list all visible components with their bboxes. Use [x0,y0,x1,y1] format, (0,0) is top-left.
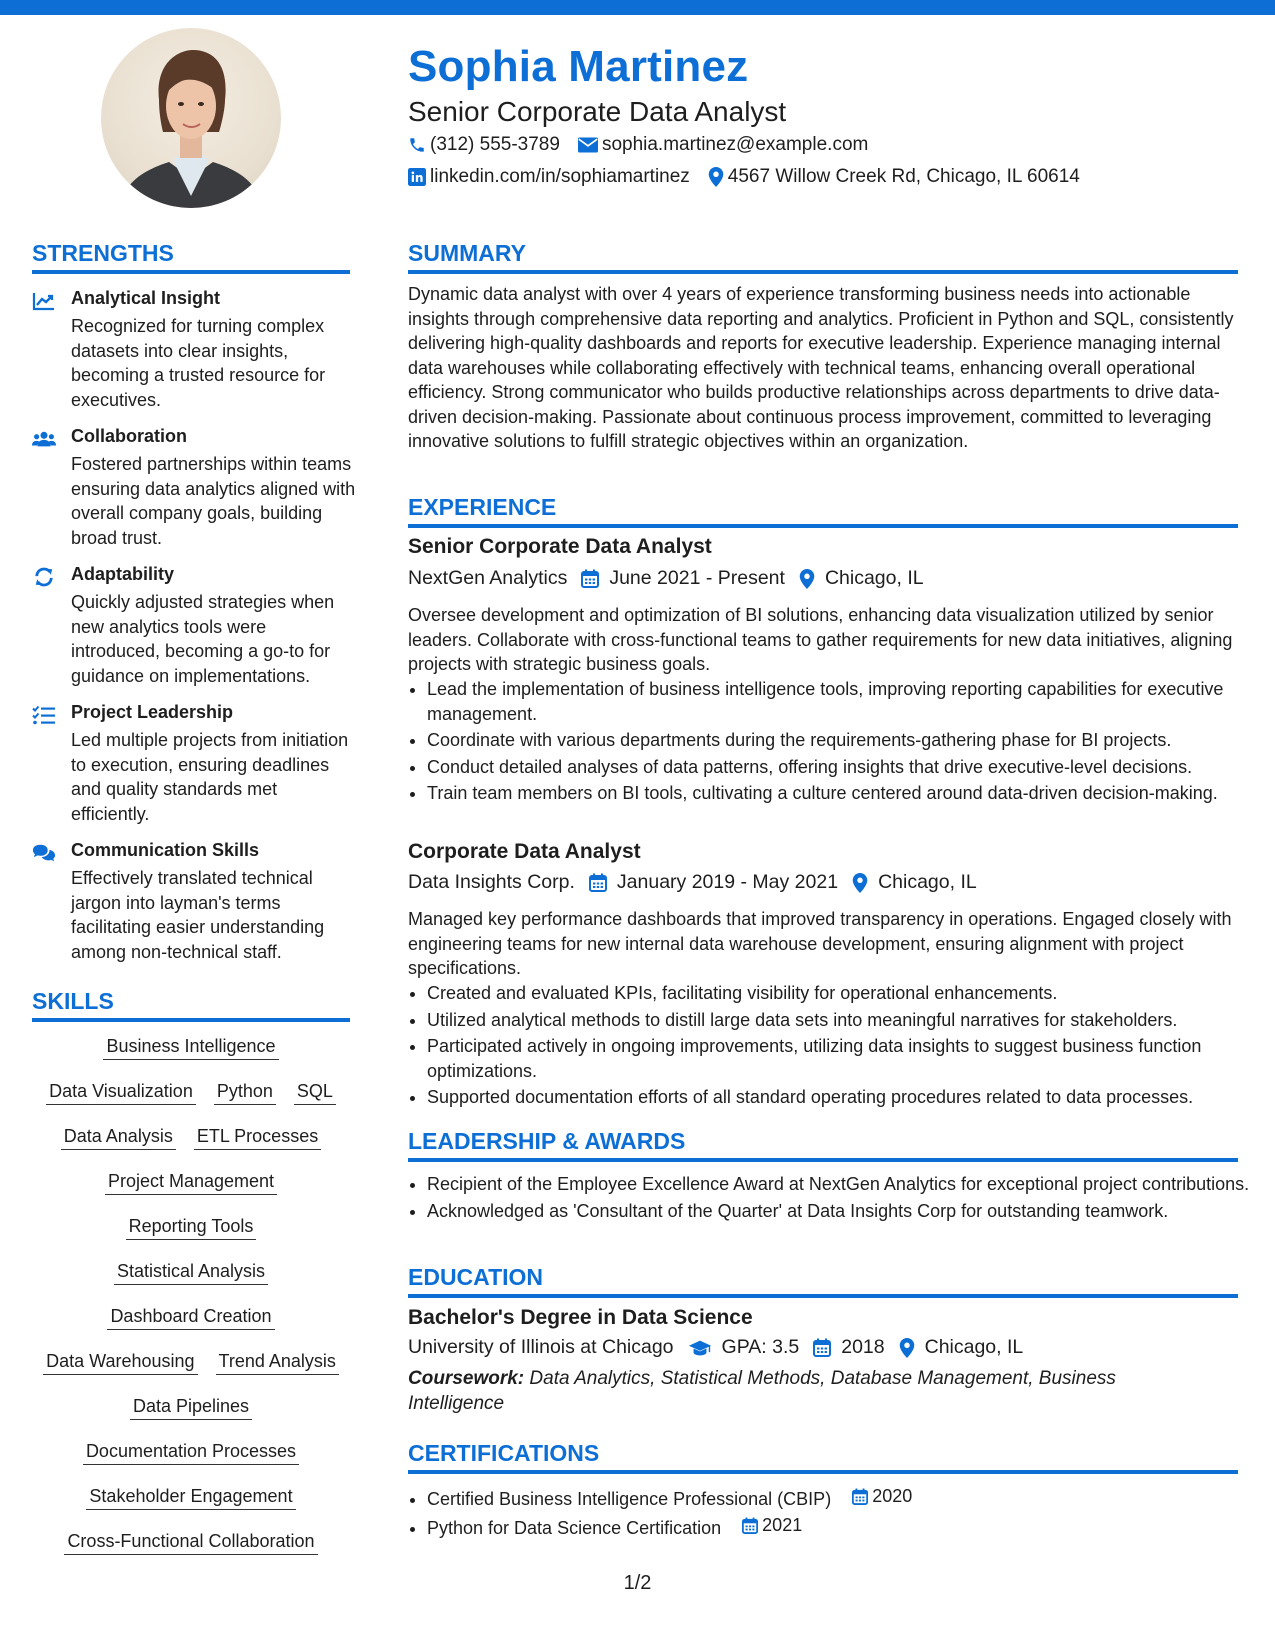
certification-list [408,1484,1257,1543]
job-bullet: • Coordinate with various departments during the requirements-gathering phase for BI projects. [427,728,1257,753]
map-marker-icon [852,873,868,893]
skill-row [32,1440,350,1485]
candidate-name: Sophia Martinez [408,42,749,91]
job-title: Corporate Data Analyst [408,840,641,863]
skill-tag: Statistical Analysis [114,1260,268,1285]
calendar-icon [813,1338,831,1357]
profile-photo [101,28,281,208]
job-dates [581,567,785,590]
job-dates-text: January 2019 - May 2021 [616,871,839,893]
gpa [688,1336,800,1359]
phone-text: (312) 555-3789 [430,134,560,155]
job-bullet: • Lead the implementation of business intelligence tools, improving reporting capabilities for executive management. [427,677,1257,726]
skill-row [32,1350,350,1395]
graduation-year-text: 2018 [841,1336,885,1358]
strength-desc: Led multiple projects from initiation to execution, ensuring deadlines and quality standards met efficiently. [71,730,349,824]
top-accent-bar [0,0,1275,15]
users-icon [32,429,56,449]
skill-tag: Project Management [105,1170,277,1195]
chart-line-icon [32,291,56,311]
company-name: NextGen Analytics [408,567,568,589]
job-meta [408,567,938,590]
map-marker-icon [799,569,815,589]
address-text: 4567 Willow Creek Rd, Chicago, IL 60614 [727,166,1080,187]
certification-item [427,1513,1257,1540]
certification-date [852,1484,912,1509]
job-description: Managed key performance dashboards that improved transparency in operations. Engaged closely with engineering teams for new internal data warehouse development, ensuring alignment with project specifications. [408,909,1232,978]
page-number: 1/2 [623,1572,652,1594]
phone-contact[interactable] [408,134,560,156]
strength-desc: Quickly adjusted strategies when new analytics tools were introduced, becoming a go-to for guidance on implementations. [71,592,335,686]
skills-list [32,1035,350,1575]
email-contact[interactable] [578,134,868,156]
skill-tag: Business Intelligence [103,1035,278,1060]
sync-icon [32,567,56,587]
skill-tag: Data Visualization [46,1080,196,1105]
skill-tag: SQL [294,1080,336,1105]
calendar-icon [852,1488,868,1505]
email-text: sophia.martinez@example.com [601,134,869,155]
contact-row-2 [408,166,1098,188]
job-bullet: • Train team members on BI tools, cultivating a culture centered around data-driven decision-making. [427,781,1257,806]
skill-tag: Cross-Functional Collaboration [64,1530,317,1555]
job-dates [589,871,838,894]
skill-row [32,1035,350,1080]
certification-date [742,1513,802,1538]
education-location-text: Chicago, IL [924,1336,1024,1358]
linkedin-text: linkedin.com/in/sophiamartinez [430,166,690,187]
strength-desc: Recognized for turning complex datasets into clear insights, becoming a trusted resource for executives. [71,316,326,410]
certification-year: 2021 [762,1515,803,1536]
list-check-icon [32,705,56,725]
school-name: University of Illinois at Chicago [408,1336,674,1358]
skill-row [32,1395,350,1440]
strength-title: Adaptability [71,564,175,584]
leadership-bullets [408,1172,1257,1225]
skills-heading: SKILLS [32,988,350,1022]
degree-title: Bachelor's Degree in Data Science [408,1306,753,1329]
skill-tag: Data Analysis [61,1125,176,1150]
candidate-title: Senior Corporate Data Analyst [408,96,787,127]
skill-row [32,1260,350,1305]
graduation-year [813,1336,884,1359]
skill-row [32,1125,350,1170]
comments-icon [32,843,56,863]
job-description: Oversee development and optimization of BI solutions, enhancing data visualization utilized by senior leaders. Collaborate with cross-functional teams to gather requirements for new data initiatives, aligning projects with strategic business goals. [408,605,1233,674]
map-marker-icon [899,1338,915,1358]
skill-row [32,1530,350,1575]
strength-desc: Effectively translated technical jargon into layman's terms facilitating easier understanding among non-technical staff. [71,868,325,962]
job-bullet: • Created and evaluated KPIs, facilitating visibility for operational enhancements. [427,981,1257,1006]
job-bullet: • Utilized analytical methods to distill large data sets into meaningful narratives for stakeholders. [427,1008,1257,1033]
skill-row [32,1485,350,1530]
education-location [899,1336,1024,1359]
job-bullets [408,981,1257,1112]
strength-title: Project Leadership [71,702,234,722]
job-bullets [408,677,1257,808]
strength-title: Collaboration [71,426,187,446]
job-bullet: • Conduct detailed analyses of data patterns, offering insights that drive executive-level decisions. [427,755,1257,780]
job-title: Senior Corporate Data Analyst [408,535,712,558]
linkedin-icon [408,168,426,186]
certifications-heading: CERTIFICATIONS [408,1440,1238,1474]
calendar-icon [589,873,607,892]
summary-heading: SUMMARY [408,240,1238,274]
skill-row [32,1305,350,1350]
education-meta [408,1336,1037,1359]
coursework-text: Data Analytics, Statistical Methods, Database Management, Business Intelligence [408,1368,1116,1414]
strength-title: Analytical Insight [71,288,221,308]
job-location-text: Chicago, IL [824,567,924,589]
skill-tag: Reporting Tools [126,1215,257,1240]
certification-name: Python for Data Science Certification [427,1518,722,1538]
education-heading: EDUCATION [408,1264,1238,1298]
skill-tag: Data Pipelines [130,1395,252,1420]
address-contact [708,166,1080,188]
certification-year: 2020 [872,1486,913,1506]
job-location [799,567,924,590]
strength-desc: Fostered partnerships within teams ensuring data analytics aligned with overall company goals, building broad trust. [71,454,356,548]
gpa-text: GPA: 3.5 [721,1336,800,1358]
company-name: Data Insights Corp. [408,871,575,893]
job-location-text: Chicago, IL [878,871,977,893]
skill-tag: Data Warehousing [43,1350,197,1375]
calendar-icon [742,1517,758,1534]
coursework-label: Coursework: [408,1368,525,1389]
skill-tag: Python [214,1080,276,1105]
skill-tag: ETL Processes [194,1125,321,1150]
calendar-icon [581,569,599,588]
linkedin-contact[interactable] [408,166,690,188]
job-bullet: • Supported documentation efforts of all standard operating procedures related to data processes. [427,1085,1257,1110]
skill-tag: Stakeholder Engagement [86,1485,295,1510]
skill-row [32,1215,350,1260]
award-item: • Acknowledged as 'Consultant of the Quarter' at Data Insights Corp for outstanding teamwork. [427,1199,1257,1224]
job-meta [408,871,991,894]
summary-text: Dynamic data analyst with over 4 years of experience transforming business needs into actionable insights through comprehensive data reporting and analytics. Proficient in Python and SQL, consistently delivering high-quality dashboards and reports for executive leadership. Experience managing internal data warehouses while collaborating effectively with technical teams, enhancing overall operational efficiency. Strong communicator who builds productive relationships across departments to drive data-driven decision-making. Passionate about continuous process improvement, committed to leveraging innovative solutions to fulfill strategic objectives within an organization. [408,284,1234,451]
skill-tag: Documentation Processes [83,1440,299,1465]
job-location [852,871,977,894]
strength-title: Communication Skills [71,840,260,860]
leadership-heading: LEADERSHIP & AWARDS [408,1128,1238,1162]
phone-icon [408,136,426,154]
strengths-heading: STRENGTHS [32,240,350,274]
award-item: • Recipient of the Employee Excellence Award at NextGen Analytics for exceptional project contributions. [427,1172,1257,1197]
job-dates-text: June 2021 - Present [609,567,785,589]
contact-row-1 [408,134,886,156]
map-marker-icon [708,167,724,187]
graduation-cap-icon [688,1339,712,1357]
envelope-icon [578,137,598,153]
skill-tag: Trend Analysis [216,1350,339,1375]
skill-tag: Dashboard Creation [107,1305,274,1330]
job-bullet: • Participated actively in ongoing improvements, utilizing data insights to suggest business function optimizations. [427,1034,1257,1083]
experience-heading: EXPERIENCE [408,494,1238,528]
coursework [408,1367,1208,1416]
skill-row [32,1170,350,1215]
certification-name: Certified Business Intelligence Professional (CBIP) [427,1488,832,1509]
skill-row [32,1080,350,1125]
certification-item [427,1484,1257,1511]
